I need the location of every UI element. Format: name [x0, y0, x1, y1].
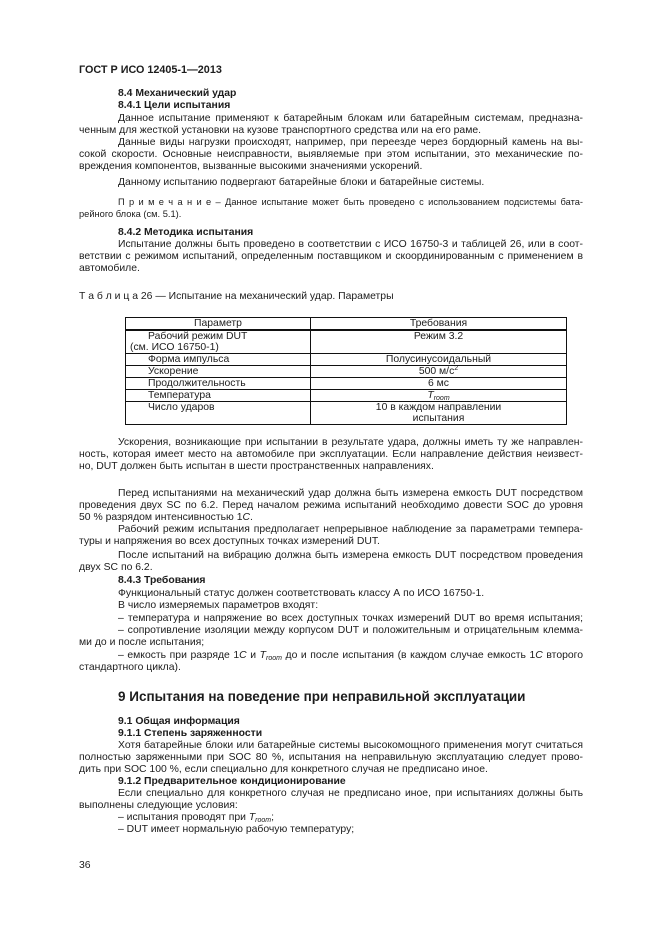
paragraph-line: [79, 752, 583, 764]
text-run: Данное испытание применяют к батарейным блокам или батарейным системам, предназна-: [118, 113, 583, 124]
text-run: Перед испытаниями на механический удар должна быть измерена емкость DUT посредством: [118, 488, 583, 499]
italic-symbol: C: [535, 650, 543, 661]
paragraph-line: [118, 600, 318, 612]
text-run: Испытание должны быть проведено в соответствии с ИСО 16750-3 и таблицей 26, или в соот-: [118, 239, 583, 250]
table-cell-req: [311, 366, 567, 378]
cell-text: (см. ИСО 16750-1): [130, 342, 219, 353]
text-run: проведения двух SC по 6.2. Перед началом режима испытаний необходимо довести SOC до уровня: [79, 500, 583, 511]
text-run: туры и напряжения во всех доступных точках измерений DUT.: [79, 536, 380, 547]
paragraph-line: [118, 113, 583, 125]
section-heading: [118, 100, 230, 112]
paragraph-line: [118, 137, 583, 149]
paragraph-line: [118, 550, 583, 562]
text-run: В число измеряемых параметров входят:: [118, 600, 319, 611]
paragraph-line: [118, 488, 583, 500]
text-run: Хотя батарейные блоки или батарейные системы высокомощного применения могут считаться: [118, 740, 583, 751]
table-row: [126, 330, 567, 354]
text-run: вреждения компонентов, вызванные высокими значениями ускорений.: [79, 161, 423, 172]
text-run: Ускорения, возникающие при испытании в результате удара, должны иметь ту же направлен-: [118, 437, 583, 448]
table-header-cell: Параметр: [126, 318, 311, 331]
cell-text: 10 в каждом направлении: [375, 402, 502, 413]
section-heading: [118, 728, 262, 740]
text-run: 8.4.2 Методика испытания: [118, 227, 254, 238]
section-heading: [118, 227, 253, 239]
italic-symbol: C: [239, 650, 247, 661]
paragraph-line: [79, 125, 481, 137]
subscript: room: [433, 395, 450, 402]
text-run: автомобиле.: [79, 263, 140, 274]
cell-text: Рабочий режим DUT: [148, 331, 248, 342]
table-cell-req: [311, 402, 567, 425]
list-item: [118, 824, 354, 836]
paragraph-line: [79, 500, 583, 512]
table-cell-param: Температура: [126, 390, 311, 402]
table-cell-param: Ускорение: [126, 366, 311, 378]
table-row: [126, 402, 567, 425]
text-run: 9.1 Общая информация: [118, 716, 240, 727]
text-run: 9.1.1 Степень заряженности: [118, 728, 263, 739]
text-run: ми до и после испытания;: [79, 637, 205, 648]
document-header: ГОСТ Р ИСО 12405-1—2013: [79, 64, 222, 76]
list-item: [79, 662, 181, 674]
text-run: 50 % разрядом интенсивностью 1: [79, 512, 243, 523]
paragraph-line: [79, 764, 488, 776]
text-run: ветствии с режимом испытаний, определенным поставщиком и скоординированным с применением в: [79, 251, 583, 262]
table-cell-req: Режим 3.2: [311, 330, 567, 354]
text-run: П р и м е ч а н и е – Данное испытание может быть проведено с использованием подсистемы бата-: [118, 197, 583, 207]
text-run: ность, которая имеет место на автомобиле при эксплуатации. Если направление действия неизвест-: [79, 449, 583, 460]
paragraph-line: [118, 239, 583, 251]
superscript: 2: [454, 365, 459, 372]
text-run: ченным для жесткой установки на кузове транспортного средства или на его раме.: [79, 125, 482, 136]
table-26: [125, 317, 567, 425]
paragraph-line: [118, 177, 484, 189]
paragraph-line: [79, 449, 583, 461]
text-run: выполнены следующие условия:: [79, 800, 238, 811]
paragraph-line: [79, 536, 380, 548]
table-cell-param: Продолжительность: [126, 378, 311, 390]
text-run: Данные виды нагрузки происходят, например, при переезде через бордюрный камень на вы-: [118, 137, 583, 148]
paragraph-line: [79, 251, 583, 263]
text-run: полностью заряженными при SOC 80 %, испытания на неправильную эксплуатацию следует прово-: [79, 752, 583, 763]
paragraph-line: [79, 149, 583, 161]
text-run: Функциональный статус должен соответствовать классу А по ИСО 16750-1.: [118, 588, 485, 599]
text-run: После испытаний на вибрацию должна быть измерена емкость DUT посредством проведения: [118, 550, 583, 561]
table-cell-param: Число ударов: [126, 402, 311, 425]
cell-text: T: [427, 390, 434, 401]
paragraph-line: [118, 524, 583, 536]
section-heading: [118, 776, 346, 788]
italic-symbol: T: [248, 812, 256, 823]
text-run: сокой скорости. Основные неисправности, выявляемые при этом испытании, это механические по-: [79, 149, 583, 160]
text-run: – емкость при разряде 1: [118, 650, 240, 661]
text-run: 8.4 Механический удар: [118, 88, 237, 99]
subscript: room: [265, 655, 282, 662]
table-cell-req: 6 мс: [311, 378, 567, 390]
text-run: и: [246, 650, 260, 661]
paragraph-line: [118, 740, 583, 752]
text-run: Если специально для конкретного случая не предписано иное, при испытаниях должны быть: [118, 788, 583, 799]
text-run: дить при SOC 100 %, если специально для конкретного случая не предписано иное.: [79, 764, 488, 775]
table-caption: [79, 291, 394, 303]
text-run: двух SC по 6.2.: [79, 562, 153, 573]
list-item: [118, 650, 583, 662]
cell-text: 500 м/с: [418, 366, 455, 377]
text-run: 8.4.1 Цели испытания: [118, 100, 231, 111]
chapter-heading: [118, 689, 525, 705]
text-run: рейного блока (см. 5.1).: [79, 209, 182, 219]
page-number: 36: [79, 860, 91, 871]
paragraph-line: [79, 263, 140, 275]
paragraph-line: [118, 437, 583, 449]
table-cell-param: Форма импульса: [126, 354, 311, 366]
list-item: [118, 625, 583, 637]
text-run: – DUT имеет нормальную рабочую температуру;: [118, 824, 355, 835]
list-item: [118, 812, 274, 824]
table-cell-req: Полусинусоидальный: [311, 354, 567, 366]
paragraph-line: [118, 588, 484, 600]
text-run: – испытания проводят при: [118, 812, 249, 823]
list-item: [118, 613, 583, 625]
paragraph-line: [79, 512, 253, 524]
text-run: до и после испытания (в каждом случае емкость 1: [281, 650, 536, 661]
section-heading: [118, 716, 240, 728]
paragraph-line: [79, 461, 434, 473]
text-run: Данному испытанию подвергают батарейные блоки и батарейные системы.: [118, 177, 485, 188]
text-run: 9 Испытания на поведение при неправильной эксплуатации: [118, 689, 526, 704]
table-header-cell: Требования: [311, 318, 567, 331]
table-cell-req: [311, 390, 567, 402]
paragraph-line: [118, 788, 583, 800]
paragraph-line: [79, 800, 238, 812]
text-run: 9.1.2 Предварительное кондиционирование: [118, 776, 346, 787]
note-line: [79, 208, 181, 220]
text-run: второго: [542, 650, 583, 661]
text-run: ;: [271, 812, 275, 823]
text-run: – сопротивление изоляции между корпусом DUT и положительным и отрицательным клемма-: [118, 625, 583, 636]
table-row: [126, 390, 567, 402]
text-run: .: [250, 512, 253, 523]
section-heading: [118, 88, 236, 100]
table-header-row: [126, 318, 567, 331]
table-cell-param: [126, 330, 311, 354]
section-heading: [118, 575, 205, 587]
note-line: [118, 196, 583, 208]
cell-text: испытания: [412, 413, 465, 424]
subscript: room: [255, 817, 272, 824]
text-run: 8.4.3 Требования: [118, 575, 206, 586]
text-run: но, DUT должен быть испытан в шести пространственных направлениях.: [79, 461, 434, 472]
text-run: Т а б л и ц а 26 — Испытание на механический удар. Параметры: [79, 291, 394, 302]
italic-symbol: C: [242, 512, 251, 523]
table-row: [126, 354, 567, 366]
table-row: [126, 366, 567, 378]
paragraph-line: [79, 562, 153, 574]
text-run: – температура и напряжение во всех доступных точках измерений DUT во время испытания;: [118, 613, 583, 624]
list-item: [79, 637, 204, 649]
italic-symbol: T: [259, 650, 266, 661]
table-row: [126, 378, 567, 390]
paragraph-line: [79, 161, 422, 173]
text-run: Рабочий режим испытания предполагает непрерывное наблюдение за параметрами темпера-: [118, 524, 583, 535]
text-run: стандартного цикла).: [79, 662, 181, 673]
